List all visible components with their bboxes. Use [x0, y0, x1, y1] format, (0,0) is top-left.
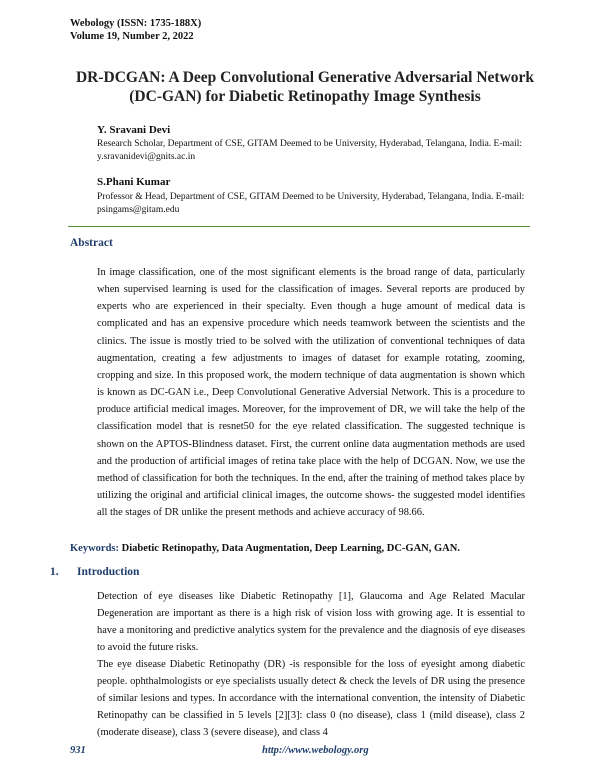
author-name-1: Y. Sravani Devi	[97, 124, 171, 136]
intro-paragraph-2: The eye disease Diabetic Retinopathy (DR) -is responsible for the loss of eyesight among diabetic people. ophthalmologists or eye specialists usually detect & check the levels of DR using the presence of similar lesions and types. In accordance with the international convention, the intensity of Diabetic Retinopathy can be classified in 5 levels [2][3]: class 0 (no disease), class 1 (mild disease), class 2 (moderate disease), class 3 (severe disease), and class 4	[97, 659, 525, 738]
title-line-2: (DC-GAN) for Diabetic Retinopathy Image Synthesis	[129, 88, 481, 105]
intro-paragraph-1: Detection of eye diseases like Diabetic Retinopathy [1], Glaucoma and Age Related Macular Degeneration are important as there is a high risk of vision loss with growing age. It is essential to have a monitoring and predictive analytics system for the prevalence and the diagnosis of eye diseases to avoid the future risks.	[97, 591, 525, 653]
keywords-label: Keywords:	[70, 543, 119, 554]
abstract-heading: Abstract	[70, 237, 113, 249]
keywords-line	[70, 543, 460, 554]
keywords-text: Diabetic Retinopathy, Data Augmentation, Deep Learning, DC-GAN, GAN.	[121, 543, 460, 554]
section-title: Introduction	[77, 566, 140, 578]
author-affiliation-2: Professor & Head, Department of CSE, GITAM Deemed to be University, Hyderabad, Telangana, India. E-mail: psingams@gitam.edu	[97, 192, 525, 215]
author-name-2: S.Phani Kumar	[97, 176, 171, 188]
title-line-1: DR-DCGAN: A Deep Convolutional Generative Adversarial Network	[75, 69, 535, 86]
section-number: 1.	[50, 566, 59, 578]
footer-url[interactable]: http://www.webology.org	[262, 745, 369, 756]
journal-issn: Webology (ISSN: 1735-188X)	[70, 18, 202, 29]
footer-page-number: 931	[70, 745, 86, 756]
author-affiliation-1: Research Scholar, Department of CSE, GITAM Deemed to be University, Hyderabad, Telangana, India. E-mail: y.sravanidevi@gnits.ac.in	[97, 139, 523, 162]
journal-header	[70, 17, 201, 43]
abstract-text: In image classification, one of the most significant elements is the broad range of data, particularly when supervised learning is used for the classification of images. Several reports are produced by experts who are experienced in their specialty. Even though a huge amount of medical data is complicated and has an expensive procedure which needs teamwork between the scientists and the clinics. The issue is mostly tried to be solved with the utilization of conventional techniques of data augmentation, creating a few adjustments to images of dataset for example rotating, zooming, cropping and size. In this proposed work, the modern technique of data augmentation is shown which is known as DC-GAN i.e., Deep Convolutional Generative Adversial Network. This is a procedure to produce artificial medical images. Moreover, for the improvement of DR, we will take the help of the classification model that is resnet50 for the eye related classification. The suggested technique is shown on the APTOS-Blindness dataset. First, the current online data augmentation methods are used and the production of artificial images of retina take place with the help of DCGAN. Now, we use the method of classification for both the techniques. In the end, after the training of method takes place by utilizing the original and artificial clinical images, the outcome shows- the suggested model identifies all the stages of DR unlike the present methods and achieve accuracy of 98.66.	[97, 267, 525, 519]
section-divider-top	[68, 226, 530, 227]
journal-volume: Volume 19, Number 2, 2022	[70, 31, 194, 42]
introduction-heading	[50, 566, 139, 578]
paper-title	[60, 68, 550, 106]
